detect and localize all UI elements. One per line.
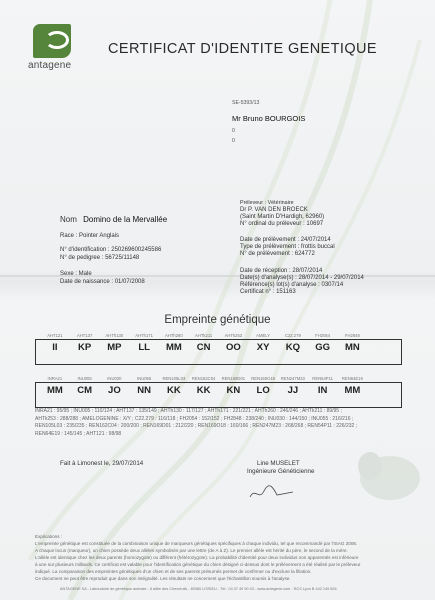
- allele-detail-line: INRA21 : 95/95 ; INU005 : 110/124 ; AHT137 : 135/149 ; AHTh130 : 117/127 ; AHTh171 : 221/221 ; AHTh260 : 246/246 ; AHTk211 : 89/95 ;: [35, 408, 342, 414]
- vet-address: (Saint Martin D'Hardigh, 62960): [240, 214, 325, 220]
- marker-cell: [129, 375, 159, 400]
- marker-genotype: NN: [137, 385, 151, 396]
- marker-name: REN162C04: [191, 376, 216, 381]
- vet-label: Préleveur : Vétérinaire: [240, 200, 294, 206]
- marker-genotype: MN: [344, 342, 360, 353]
- marker-genotype: KQ: [285, 342, 300, 353]
- analysis-dates: Date(s) d'analyse(s) : 28/07/2014 - 29/07/2014: [240, 275, 364, 281]
- marker-name: INU005: [77, 376, 92, 381]
- signer-title: Ingénieure Généticienne: [247, 468, 315, 475]
- marker-name: AHT121: [47, 333, 63, 338]
- marker-cell: [40, 332, 70, 357]
- logo-mark: [33, 24, 71, 58]
- marker-genotype: MM: [46, 385, 63, 396]
- marker-cell: [70, 375, 100, 400]
- dog-name-label: Nom: [60, 215, 77, 224]
- marker-genotype: XY: [256, 342, 270, 353]
- marker-name: AHTh130: [105, 333, 124, 338]
- marker-name: AHTk253: [224, 333, 243, 338]
- reception-date: Date de réception : 28/07/2014: [240, 268, 323, 274]
- marker-name: INU055: [137, 376, 152, 381]
- footer-text: ANTAGENE SA - Laboratoire de génétique animale - 6 allée des Chevreuils - 69380 LISSIEU - Tél : 04 37 49 90 03 - www.antagene.com - RCS Lyon B 442 149 826: [60, 587, 337, 591]
- marker-genotype: KN: [226, 385, 241, 396]
- marker-cell: [338, 375, 368, 400]
- allele-detail-line: AHTk253 : 288/288 ; AMELOGENINE : X/Y ; C22.279 : 116/118 ; FH2054 : 152/152 ; FH2848 : 238/240 ; INU030 : 144/150 ; INU055 : 216/216 ;: [35, 415, 354, 422]
- marker-name: C22.279: [284, 333, 301, 338]
- marker-genotype: CN: [196, 342, 211, 353]
- marker-cell: [159, 375, 189, 400]
- dog-pedigree: N° de pedigree : 56725/11148: [60, 255, 140, 261]
- marker-name: INRA21: [47, 376, 63, 381]
- marker-cell: [129, 332, 159, 357]
- marker-genotype: LO: [256, 385, 270, 396]
- marker-genotype: LL: [138, 342, 150, 353]
- marker-genotype: KK: [167, 385, 181, 396]
- marker-name: AHTh171: [135, 333, 153, 338]
- marker-name: AHT137: [76, 333, 93, 338]
- marker-genotype: II: [52, 342, 58, 353]
- marker-genotype: JO: [108, 385, 121, 396]
- owner-address-line1: 0: [232, 128, 235, 134]
- dog-sex: Sexe : Male: [60, 271, 92, 277]
- vet-name: Dr P. VAN DEN BROECK: [240, 207, 308, 213]
- marker-row-2: [40, 375, 397, 400]
- marker-row-1: [40, 332, 397, 357]
- marker-genotype: KP: [78, 342, 92, 353]
- sampling-date: Date de prélèvement : 24/07/2014: [240, 237, 331, 243]
- marker-name: AMELY: [256, 333, 271, 338]
- dna-watermark: [10, 0, 430, 600]
- antagene-logo: [28, 24, 78, 72]
- marker-cell: [308, 375, 338, 400]
- owner-name: Mr Bruno BOURGOIS: [232, 114, 306, 123]
- marker-cell: [159, 332, 189, 357]
- marker-cell: [308, 332, 338, 357]
- marker-genotype: JJ: [287, 385, 299, 396]
- dog-birth-date: Date de naissance : 01/07/2008: [60, 279, 145, 285]
- dog-name: Domino de la Mervallée: [83, 215, 168, 224]
- dog-identification: N° d'identification : 250269600245586: [60, 247, 162, 253]
- marker-name: REN54P11: [312, 376, 333, 381]
- marker-name: FH2054: [315, 333, 331, 338]
- note-line: Explications :: [35, 534, 63, 539]
- marker-cell: [40, 375, 70, 400]
- note-line: L'empreinte génétique est constituée de la combinaison unique de marqueurs génétiques spécifiques à chaque individu, tel que recommandé par l'ISAG 2006.: [35, 541, 358, 546]
- marker-cell: [219, 332, 249, 357]
- marker-name: FH2848: [344, 333, 360, 338]
- marker-name: REN64E19: [341, 376, 363, 381]
- note-line: A chaque locus (marqueur), un chien possède deux allèles symbolisés par une lettre (de A à Z). Le premier allèle est hérité du père, le second de la mère.: [35, 548, 348, 553]
- reference-number: SE-5393/13: [232, 100, 260, 106]
- issue-place-date: Fait à Limonest le, 29/07/2014: [60, 460, 144, 467]
- marker-cell: [278, 332, 308, 357]
- dog-photo-watermark: [340, 440, 430, 510]
- explanation-notes: [35, 533, 405, 582]
- sample-type: Type de prélèvement : frottis buccal: [240, 244, 335, 250]
- allele-detail-line: REN64E19 : 145/145 ; AHT121 : 98/98: [35, 430, 122, 437]
- dog-race: Race : Pointer Anglais: [60, 233, 120, 239]
- allele-details: [35, 408, 405, 438]
- marker-genotype: CM: [77, 385, 93, 396]
- signature-image: [247, 483, 297, 503]
- certificate-number: Certificat n° : 151163: [240, 289, 296, 295]
- marker-genotype: MM: [165, 342, 182, 353]
- note-line: à une sur plusieurs milliards. Ce certificat est valable pour l'identification génétique du chien désigné ci-dessus dont le prélèvement a été réalisé par le préleveur: [35, 562, 361, 567]
- marker-name: REN105L03: [162, 376, 186, 381]
- signer-name: Line MUSELET: [257, 460, 300, 467]
- marker-name: REN169D01: [221, 376, 246, 381]
- marker-name: AHTk211: [195, 333, 213, 338]
- marker-genotype: KK: [196, 385, 211, 396]
- marker-name: AHTh260: [165, 333, 183, 338]
- marker-name: INU030: [107, 376, 122, 381]
- note-line: indiqué. La comparaison des empreintes génétiques d'un chien et de ses parents présumés permet de confirmer ou d'exclure la filiation.: [35, 569, 312, 574]
- certificate-title: CERTIFICAT D'IDENTITE GENETIQUE: [108, 41, 377, 57]
- note-line: Ce document ne peut être reproduit que dans son intégralité. Les résultats ne concernent que l'échantillon soumis à l'analyse.: [35, 576, 291, 581]
- vet-order-number: N° ordinal du préleveur : 10697: [240, 221, 324, 227]
- marker-cell: [189, 375, 219, 400]
- analysis-reference: Référence(s) lot(s) d'analyse : 0307/14: [240, 282, 344, 288]
- marker-genotype: GG: [315, 342, 331, 353]
- marker-cell: [100, 332, 130, 357]
- empreinte-title: Empreinte génétique: [164, 314, 271, 326]
- marker-name: REN169O18: [251, 376, 275, 381]
- marker-cell: [278, 375, 308, 400]
- sample-number: N° de prélèvement : 624772: [240, 251, 315, 257]
- marker-cell: [248, 332, 278, 357]
- marker-cell: [189, 332, 219, 357]
- marker-genotype: MP: [107, 342, 122, 353]
- marker-genotype: IN: [317, 385, 328, 396]
- marker-cell: [219, 375, 249, 400]
- marker-cell: [70, 332, 100, 357]
- marker-genotype: OO: [225, 342, 241, 353]
- marker-cell: [338, 332, 368, 357]
- marker-name: REN247M23: [280, 376, 305, 381]
- dog-name-row: [60, 215, 167, 224]
- note-line: L'allèle est identique chez les deux parents (homozygote) ou différent (hétérozygote). La probabilité d'identité pour deux individus non apparentés est inférieure: [35, 555, 359, 560]
- logo-text: antagene: [28, 60, 72, 71]
- owner-address-line2: 0: [232, 138, 235, 144]
- marker-genotype: MM: [344, 385, 361, 396]
- allele-detail-line: REN105L03 : 235/235 ; REN162C04 : 200/200 ; REN169D01 : 212/220 ; REN169O18 : 160/166 ; REN247M23 : 268/268 ; REN54P11 : 226/232 ;: [35, 423, 358, 429]
- marker-cell: [100, 375, 130, 400]
- marker-cell: [248, 375, 278, 400]
